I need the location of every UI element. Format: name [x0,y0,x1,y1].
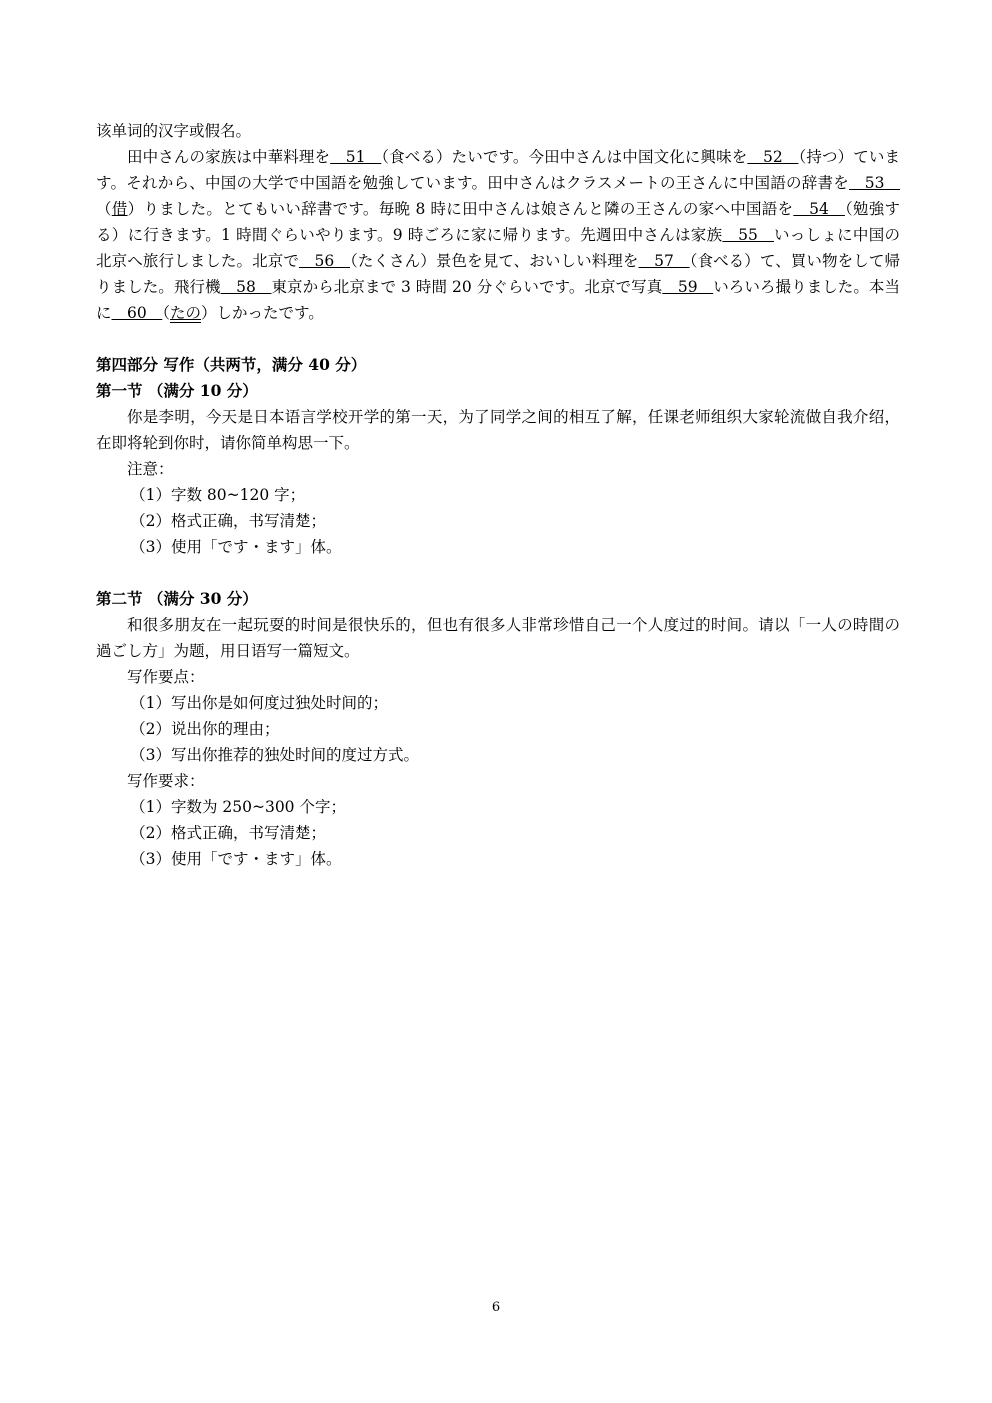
passage-text: （食べる）て、買い物をして帰りました。飛行機 [96,252,900,296]
section2-requirement: （1）字数为 250~300 个字； [130,798,346,816]
section1-note: （3）使用「です・ます」体。 [130,538,342,556]
section1-heading: 第一节 （满分 10 分） [96,381,258,400]
underlined-kanji: 借 [111,200,128,218]
blank-60: 60 [111,304,163,322]
blank-51: 51 [330,148,382,166]
passage-text: （たくさん）景色を見て、おいしい料理を [350,252,639,270]
passage-text: （持つ）ています。それから、中国の大学で中国語を勉強しています。田中さんはクラスメートの王さんに中国語の辞書を [96,148,900,192]
section2-point: （1）写出你是如何度过独处时间的； [130,694,388,712]
blank-59: 59 [662,278,714,296]
double-underlined-kana: たの [170,304,202,322]
section2-heading: 第二节 （满分 30 分） [96,589,258,608]
blank-57: 57 [638,252,690,270]
section2-points-label: 写作要点： [127,668,205,686]
passage-text: （食べる）たいです。今田中さんは中国文化に興味を [381,148,748,166]
passage-text: 東京から北京まで 3 時間 20 分ぐらいです。北京で写真 [271,278,663,296]
document-page [96,118,900,872]
passage-text: ）しかったです。 [201,304,324,322]
section1-note: （1）字数 80~120 字； [130,486,306,504]
section2-requirement: （2）格式正确，书写清楚； [130,824,326,842]
cloze-passage [96,144,900,326]
blank-52: 52 [747,148,799,166]
blank-56: 56 [298,252,350,270]
section2-req-label: 写作要求： [127,772,205,790]
section2-requirement: （3）使用「です・ます」体。 [130,850,342,868]
blank-53: 53 [849,174,900,192]
passage-text: ）りました。とてもいい辞書です。毎晩 8 時に田中さんは娘さんと隣の王さんの家へ中国語を [127,200,794,218]
section2-point: （2）说出你的理由； [130,720,280,738]
blank-55: 55 [722,226,774,244]
passage-text: （ [162,304,171,322]
blank-58: 58 [220,278,272,296]
section1-note: （2）格式正确，书写清楚； [130,512,326,530]
page-number: 6 [491,1300,501,1315]
part4-heading: 第四部分 写作（共两节，满分 40 分） [96,355,367,374]
section2-point: （3）写出你推荐的独处时间的度过方式。 [130,746,419,764]
passage-text: 田中さんの家族は中華料理を [127,148,331,166]
section1-prompt: 你是李明，今天是日本语言学校开学的第一天，为了同学之间的相互了解，任课老师组织大家轮流做自我介绍，在即将轮到你时，请你简单构思一下。 [96,408,900,452]
intro-line: 该单词的汉字或假名。 [96,122,252,140]
section2-prompt: 和很多朋友在一起玩耍的时间是很快乐的，但也有很多人非常珍惜自己一个人度过的时间。请以「一人の時間の過ごし方」为题，用日语写一篇短文。 [96,616,900,660]
blank-54: 54 [793,200,845,218]
passage-text: いろいろ撮りました。本当に [96,278,900,322]
passage-text: （勉強する）に行きます。1 時間ぐらいやります。9 時ごろに家に帰ります。先週田中さんは家族 [96,200,900,244]
section1-note-label: 注意： [127,460,174,478]
passage-text: （ [96,200,112,218]
passage-text: いっしょに中国の北京へ旅行しました。北京で [96,226,900,270]
